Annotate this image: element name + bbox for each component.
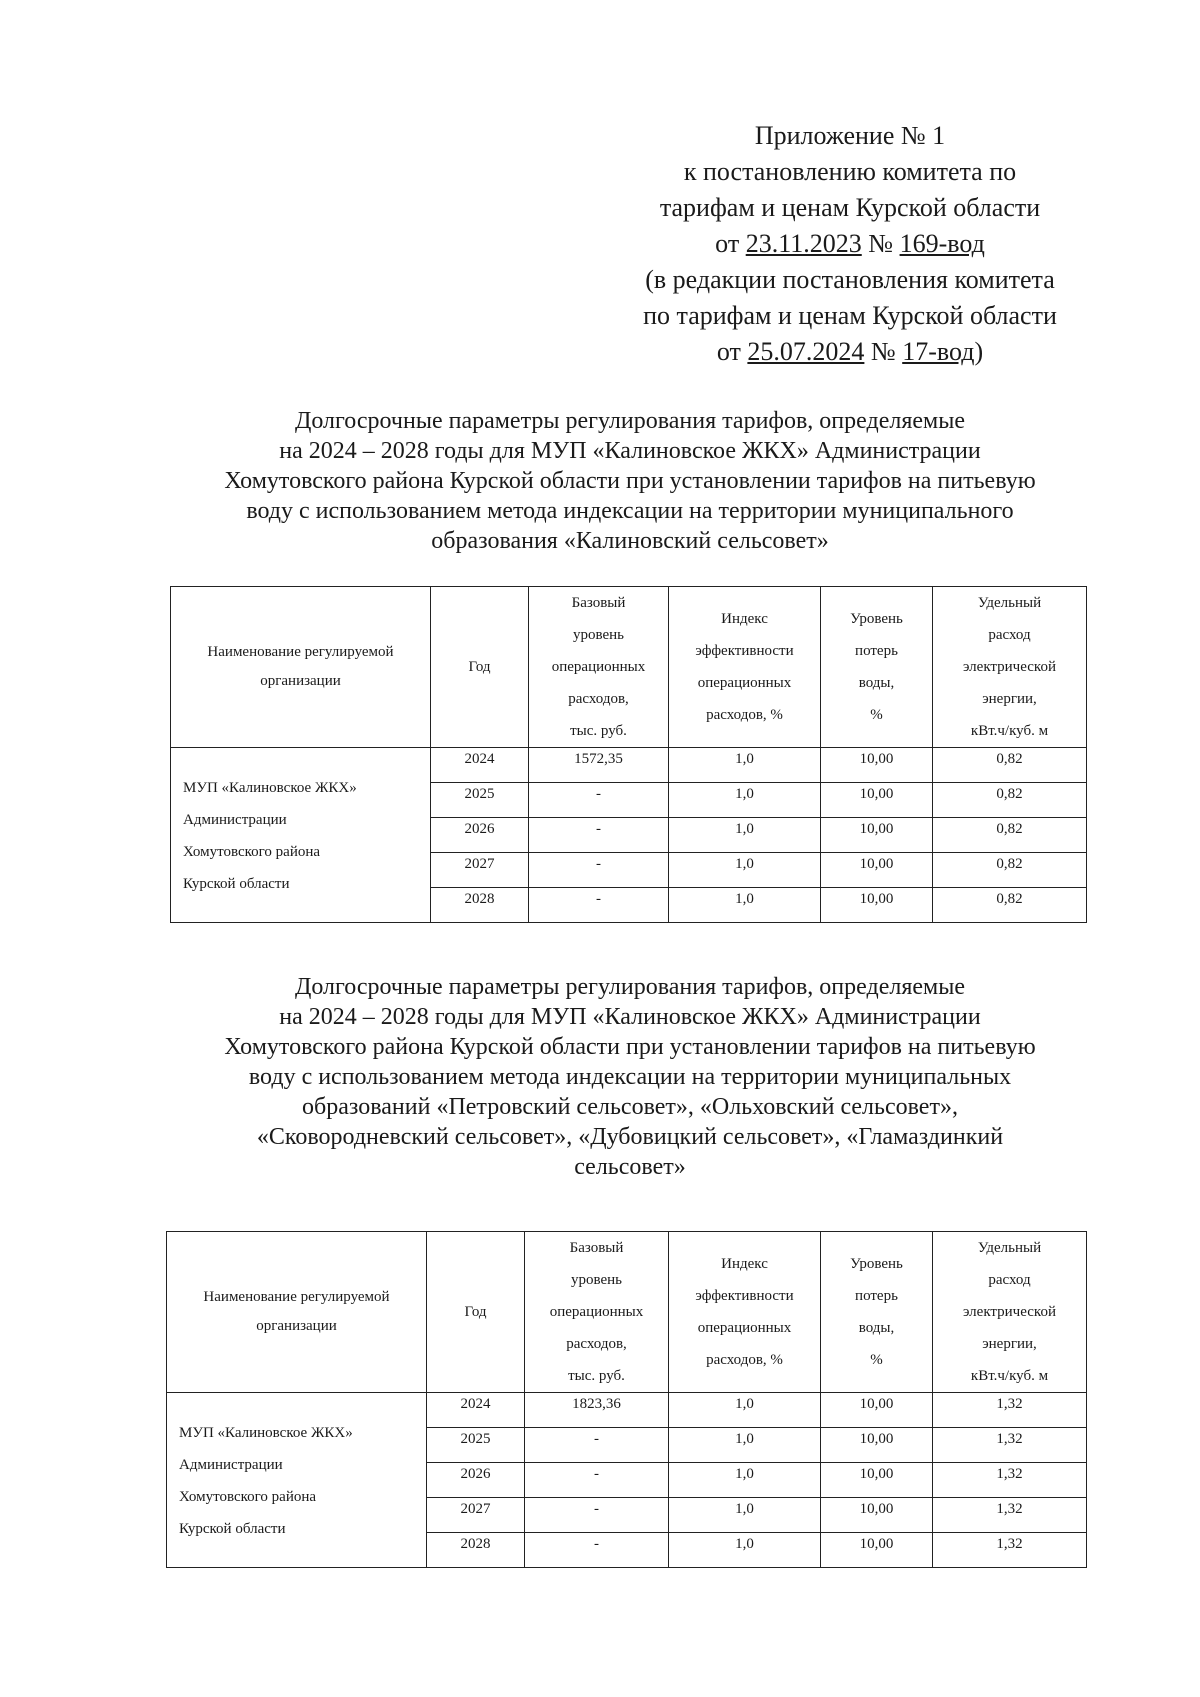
header-base: Базовый уровень операционных расходов, тыс. руб. [529, 587, 669, 748]
cell-losses: 10,00 [821, 888, 933, 923]
cell-losses: 10,00 [821, 1428, 933, 1463]
title-line: «Сковородневский сельсовет», «Дубовицкий сельсовет», «Гламаздинкий [256, 1124, 1004, 1150]
cell-year: 2026 [431, 818, 529, 853]
cell-base: - [529, 888, 669, 923]
parameters-table-2 [166, 1231, 1087, 1568]
organization-name: МУП «Калиновское ЖКХ» Администрации Хомутовского района Курской области [167, 1393, 427, 1568]
header-index: Индекс эффективности операционных расходов, % [669, 587, 821, 748]
order-number: 169-вод [899, 229, 985, 258]
header-base: Базовый уровень операционных расходов, тыс. руб. [525, 1232, 669, 1393]
cell-base: - [529, 818, 669, 853]
appendix-line-5: (в редакции постановления комитета [645, 265, 1055, 294]
cell-year: 2028 [427, 1533, 525, 1568]
cell-index: 1,0 [669, 853, 821, 888]
order-date: 23.11.2023 [745, 229, 862, 258]
header-year: Год [427, 1232, 525, 1393]
appendix-line-2: к постановлению комитета по [683, 157, 1017, 186]
cell-energy: 0,82 [933, 888, 1087, 923]
cell-losses: 10,00 [821, 853, 933, 888]
header-energy: Удельный расход электрической энергии, кВт.ч/куб. м [933, 587, 1087, 748]
cell-losses: 10,00 [821, 818, 933, 853]
cell-index: 1,0 [669, 783, 821, 818]
cell-energy: 0,82 [933, 818, 1087, 853]
title-line: образования «Калиновский сельсовет» [431, 528, 829, 554]
cell-year: 2026 [427, 1463, 525, 1498]
cell-energy: 0,82 [933, 783, 1087, 818]
amendment-reference [610, 334, 1090, 370]
title-line: образований «Петровский сельсовет», «Ольховский сельсовет», [302, 1094, 958, 1120]
organization-name: МУП «Калиновское ЖКХ» Администрации Хомутовского района Курской области [171, 748, 431, 923]
cell-losses: 10,00 [821, 1393, 933, 1428]
cell-energy: 0,82 [933, 748, 1087, 783]
header-losses: Уровень потерь воды, % [821, 1232, 933, 1393]
order-reference [610, 226, 1090, 262]
order-no-sign: № [861, 229, 900, 258]
appendix-line-6: по тарифам и ценам Курской области [643, 301, 1057, 330]
header-org: Наименование регулируемой организации [171, 587, 431, 748]
cell-losses: 10,00 [821, 783, 933, 818]
cell-base: - [525, 1533, 669, 1568]
cell-base: - [529, 853, 669, 888]
parameters-table-1 [170, 586, 1087, 923]
cell-base: 1572,35 [529, 748, 669, 783]
cell-base: - [525, 1428, 669, 1463]
appendix-number: Приложение № 1 [754, 121, 946, 150]
cell-year: 2024 [427, 1393, 525, 1428]
cell-energy: 1,32 [933, 1498, 1087, 1533]
amend-number: 17-вод [902, 337, 975, 366]
cell-index: 1,0 [669, 1463, 821, 1498]
amend-prefix: от [716, 337, 748, 366]
amend-date: 25.07.2024 [747, 337, 865, 366]
appendix-line-3: тарифам и ценам Курской области [659, 193, 1041, 222]
cell-year: 2025 [431, 783, 529, 818]
cell-index: 1,0 [669, 1533, 821, 1568]
title-line: Хомутовского района Курской области при установлении тарифов на питьевую [224, 1034, 1036, 1060]
table-row [167, 1393, 1087, 1428]
cell-index: 1,0 [669, 1498, 821, 1533]
order-prefix: от [715, 229, 746, 258]
header-year: Год [431, 587, 529, 748]
title-line: Долгосрочные параметры регулирования тарифов, определяемые [295, 974, 965, 1000]
title-line: Долгосрочные параметры регулирования тарифов, определяемые [295, 408, 965, 434]
header-index: Индекс эффективности операционных расходов, % [669, 1232, 821, 1393]
cell-energy: 0,82 [933, 853, 1087, 888]
title-line: воду с использованием метода индексации на территории муниципальных [248, 1064, 1012, 1090]
cell-year: 2027 [427, 1498, 525, 1533]
cell-year: 2025 [427, 1428, 525, 1463]
table-header-row [167, 1232, 1087, 1393]
cell-index: 1,0 [669, 1428, 821, 1463]
table-row [171, 748, 1087, 783]
cell-losses: 10,00 [821, 1498, 933, 1533]
cell-year: 2027 [431, 853, 529, 888]
cell-base: - [529, 783, 669, 818]
cell-base: 1823,36 [525, 1393, 669, 1428]
cell-index: 1,0 [669, 1393, 821, 1428]
section-1-title [160, 406, 1100, 556]
title-line: Хомутовского района Курской области при установлении тарифов на питьевую [224, 468, 1036, 494]
cell-index: 1,0 [669, 748, 821, 783]
table-header-row [171, 587, 1087, 748]
appendix-header [610, 118, 1090, 370]
cell-energy: 1,32 [933, 1463, 1087, 1498]
cell-index: 1,0 [669, 818, 821, 853]
cell-losses: 10,00 [821, 1463, 933, 1498]
cell-energy: 1,32 [933, 1428, 1087, 1463]
cell-losses: 10,00 [821, 748, 933, 783]
cell-energy: 1,32 [933, 1393, 1087, 1428]
cell-year: 2024 [431, 748, 529, 783]
title-line: на 2024 – 2028 годы для МУП «Калиновское ЖКХ» Администрации [279, 438, 981, 464]
cell-index: 1,0 [669, 888, 821, 923]
header-losses: Уровень потерь воды, % [821, 587, 933, 748]
header-energy: Удельный расход электрической энергии, кВт.ч/куб. м [933, 1232, 1087, 1393]
cell-base: - [525, 1498, 669, 1533]
section-2-title [160, 972, 1100, 1182]
header-org: Наименование регулируемой организации [167, 1232, 427, 1393]
title-line: на 2024 – 2028 годы для МУП «Калиновское ЖКХ» Администрации [279, 1004, 981, 1030]
title-line: сельсовет» [574, 1154, 686, 1180]
cell-losses: 10,00 [821, 1533, 933, 1568]
title-line: воду с использованием метода индексации на территории муниципального [246, 498, 1014, 524]
amend-no-sign: № [864, 337, 903, 366]
cell-year: 2028 [431, 888, 529, 923]
cell-base: - [525, 1463, 669, 1498]
amend-suffix: ) [974, 337, 984, 366]
cell-energy: 1,32 [933, 1533, 1087, 1568]
